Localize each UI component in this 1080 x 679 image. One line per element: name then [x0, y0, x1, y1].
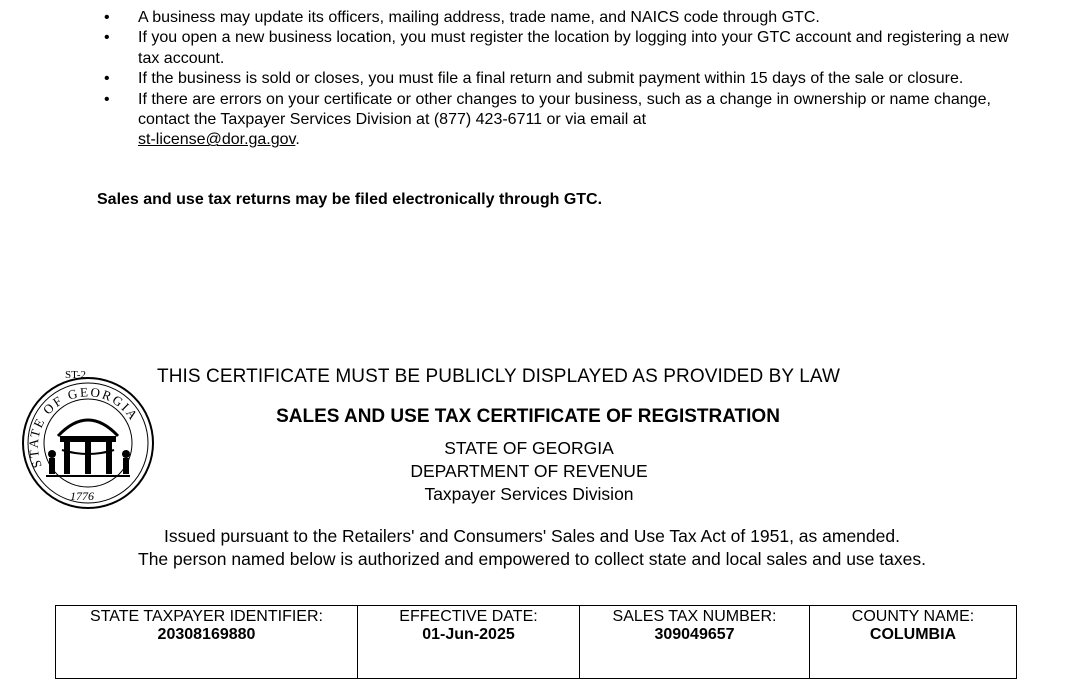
contact-email-link[interactable]: st-license@dor.ga.gov	[138, 131, 296, 149]
effective-date-value: 01-Jun-2025	[422, 626, 515, 643]
certificate-title: SALES AND USE TAX CERTIFICATE OF REGISTRATION	[276, 406, 780, 427]
county-name-cell: COUNTY NAME: COLUMBIA	[810, 606, 1017, 679]
certificate-info-table	[55, 605, 1017, 679]
instructions-list	[100, 8, 1030, 151]
sales-tax-number-cell: SALES TAX NUMBER: 309049657	[580, 606, 810, 679]
list-item: • If the business is sold or closes, you must file a final return and submit payment within 15 days of the sale or closure.	[100, 69, 1030, 89]
svg-text:1776: 1776	[70, 489, 94, 503]
list-item: • If there are errors on your certificate or other changes to your business, such as a change in ownership or name change, contact the Taxpayer Services Division at (877) 423-6711 or via email at st-license@dor.ga.gov.	[100, 90, 1030, 151]
list-item: • A business may update its officers, mailing address, trade name, and NAICS code through GTC.	[100, 8, 1030, 28]
efile-note: Sales and use tax returns may be filed electronically through GTC.	[97, 191, 603, 208]
svg-text:ST-2: ST-2	[65, 369, 86, 381]
department-name: DEPARTMENT OF REVENUE	[410, 461, 648, 481]
county-name-value: COLUMBIA	[869, 626, 957, 643]
effective-date-cell: EFFECTIVE DATE: 01-Jun-2025	[358, 606, 580, 679]
taxpayer-id-cell: STATE TAXPAYER IDENTIFIER: 20308169880	[56, 606, 358, 679]
taxpayer-id-value: 20308169880	[157, 626, 256, 643]
list-item: • If you open a new business location, you must register the location by logging into your GTC account and registering a new tax account.	[100, 28, 1030, 69]
display-notice: THIS CERTIFICATE MUST BE PUBLICLY DISPLAYED AS PROVIDED BY LAW	[157, 366, 840, 387]
sales-tax-number-value: 309049657	[654, 626, 735, 643]
division-name: Taxpayer Services Division	[424, 484, 634, 504]
state-name: STATE OF GEORGIA	[444, 438, 614, 458]
svg-text:STATE OF GEORGIA: STATE OF GEORGIA	[25, 384, 142, 470]
issued-statement: Issued pursuant to the Retailers' and Consumers' Sales and Use Tax Act of 1951, as amended. The person named below is authorized and empowered to collect state and local sales and use taxes.	[138, 526, 926, 569]
